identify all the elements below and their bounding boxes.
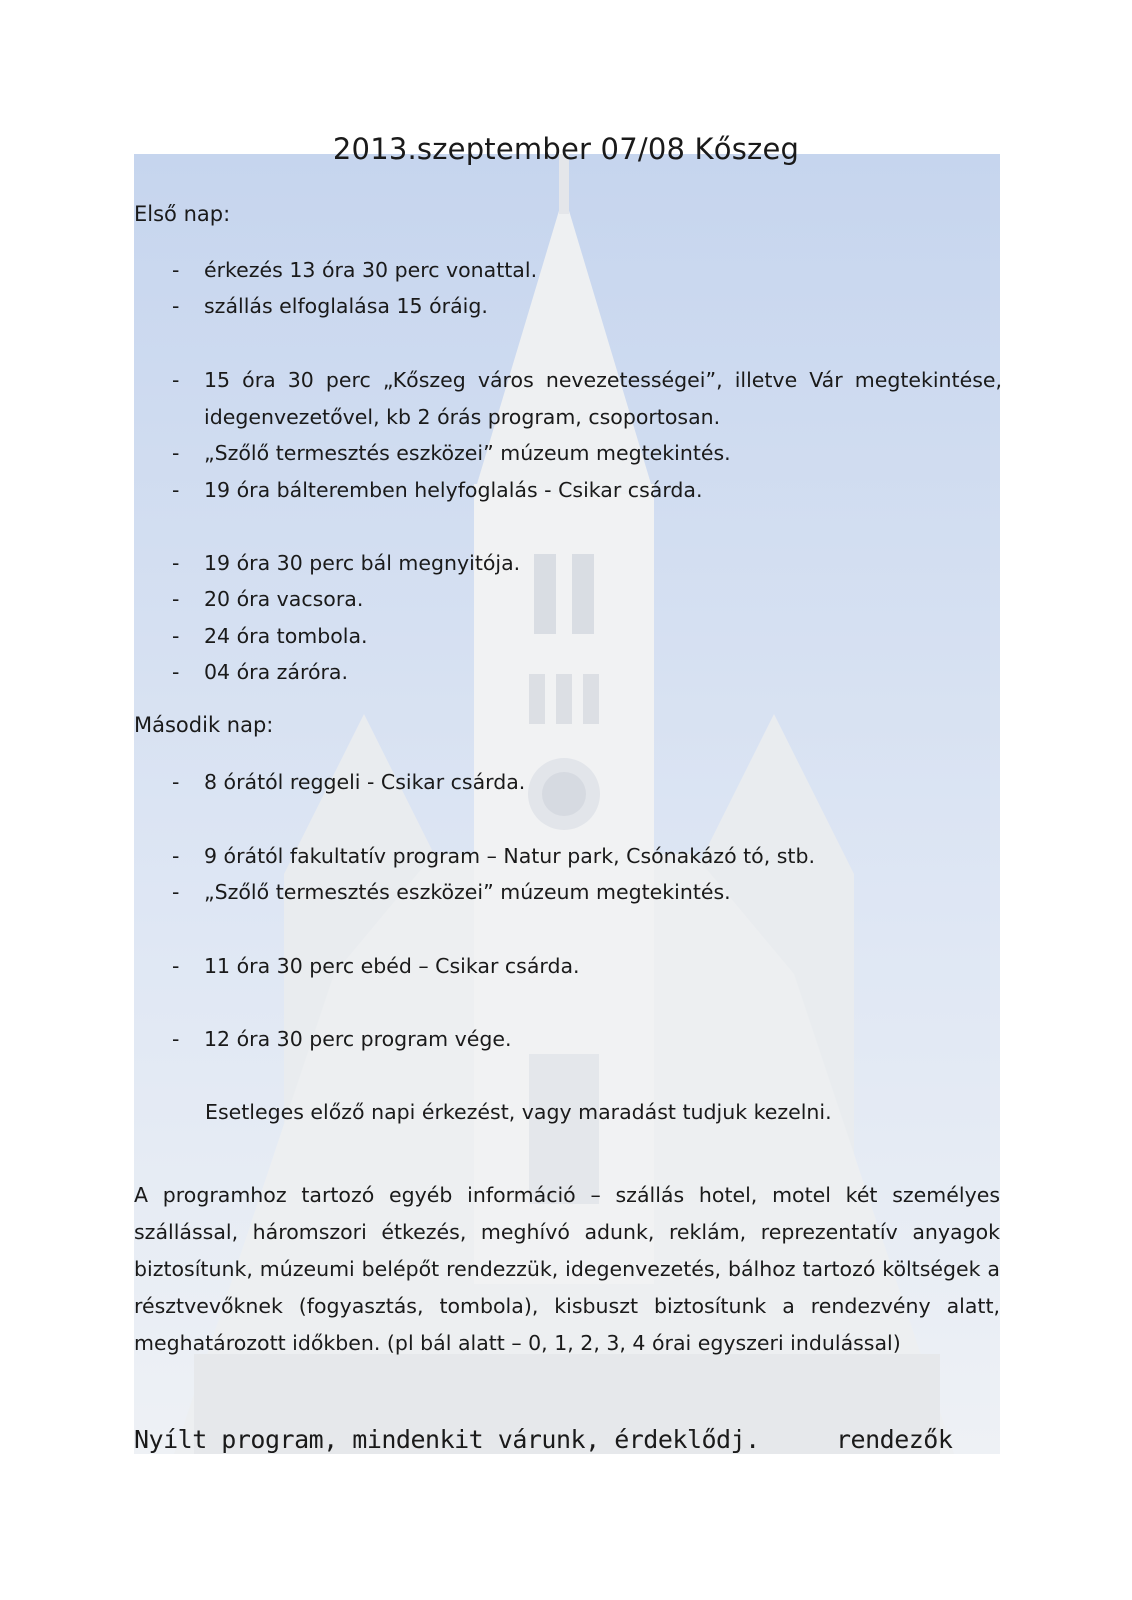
list-dash: - [172, 954, 180, 978]
list-item-text: 24 óra tombola. [204, 624, 368, 648]
list-dash: - [172, 624, 180, 648]
list-dash: - [172, 294, 180, 318]
list-item [172, 288, 1002, 325]
list-item [172, 654, 1002, 691]
list-item-text: 20 óra vacsora. [204, 587, 364, 611]
list-item [172, 618, 1002, 655]
list-item [172, 252, 1002, 289]
list-dash: - [172, 551, 180, 575]
list-item [172, 545, 1002, 582]
list-item [172, 1021, 1002, 1058]
list-item [172, 581, 1002, 618]
list-item [172, 948, 1002, 985]
arrival-note: Esetleges előző napi érkezést, vagy maradást tudjuk kezelni. [205, 1100, 832, 1124]
list-dash: - [172, 770, 180, 794]
list-item-text: szállás elfoglalása 15 óráig. [204, 294, 488, 318]
list-item-text: 9 órától fakultatív program – Natur park, Csónakázó tó, stb. [204, 844, 815, 868]
list-dash: - [172, 880, 180, 904]
list-dash: - [172, 844, 180, 868]
list-dash: - [172, 441, 180, 465]
page-title: 2013.szeptember 07/08 Kőszeg [332, 132, 800, 166]
list-dash: - [172, 660, 180, 684]
list-item [172, 472, 1002, 509]
list-item-text: 15 óra 30 perc „Kőszeg város nevezetességei”, illetve Vár megtekintése, idegenvezetővel, kb 2 órás program, csoportosan. [204, 368, 1002, 429]
list-dash: - [172, 258, 180, 282]
list-item-text: 19 óra bálteremben helyfoglalás - Csikar csárda. [204, 478, 703, 502]
list-item-text: 8 órától reggeli - Csikar csárda. [204, 770, 526, 794]
list-item [172, 435, 1002, 472]
list-dash: - [172, 587, 180, 611]
info-paragraph: A programhoz tartozó egyéb információ – szállás hotel, motel két személyes szállással, háromszori étkezés, meghívó adunk, reklám, reprezentatív anyagok biztosítunk, múzeumi belépőt rendezzük, idegenvezetés, bálhoz tartozó költségek a résztvevőknek (fogyasztás, tombola), kisbuszt biztosítunk a rendezvény alatt, meghatározott időkben. (pl bál alatt – 0, 1, 2, 3, 4 órai egyszeri indulással) [134, 1183, 1000, 1355]
list-dash: - [172, 478, 180, 502]
list-item-text: érkezés 13 óra 30 perc vonattal. [204, 258, 538, 282]
footer-invitation: Nyílt program, mindenkit várunk, érdeklődj. [134, 1425, 760, 1454]
footer-organizers: rendezők [836, 1425, 953, 1454]
list-item [172, 838, 1002, 875]
list-dash: - [172, 1027, 180, 1051]
list-item-text: 11 óra 30 perc ebéd – Csikar csárda. [204, 954, 580, 978]
list-item-text: 19 óra 30 perc bál megnyitója. [204, 551, 521, 575]
list-item-text: 12 óra 30 perc program vége. [204, 1027, 512, 1051]
list-item [172, 764, 1002, 801]
list-item-text: „Szőlő termesztés eszközei” múzeum megtekintés. [204, 441, 731, 465]
list-dash: - [172, 368, 180, 392]
list-item-text: „Szőlő termesztés eszközei” múzeum megtekintés. [204, 880, 731, 904]
list-item-text: 04 óra záróra. [204, 660, 349, 684]
day1-heading: Első nap: [134, 202, 231, 226]
list-item [172, 362, 1002, 436]
day2-heading: Második nap: [134, 713, 274, 737]
list-item [172, 874, 1002, 911]
